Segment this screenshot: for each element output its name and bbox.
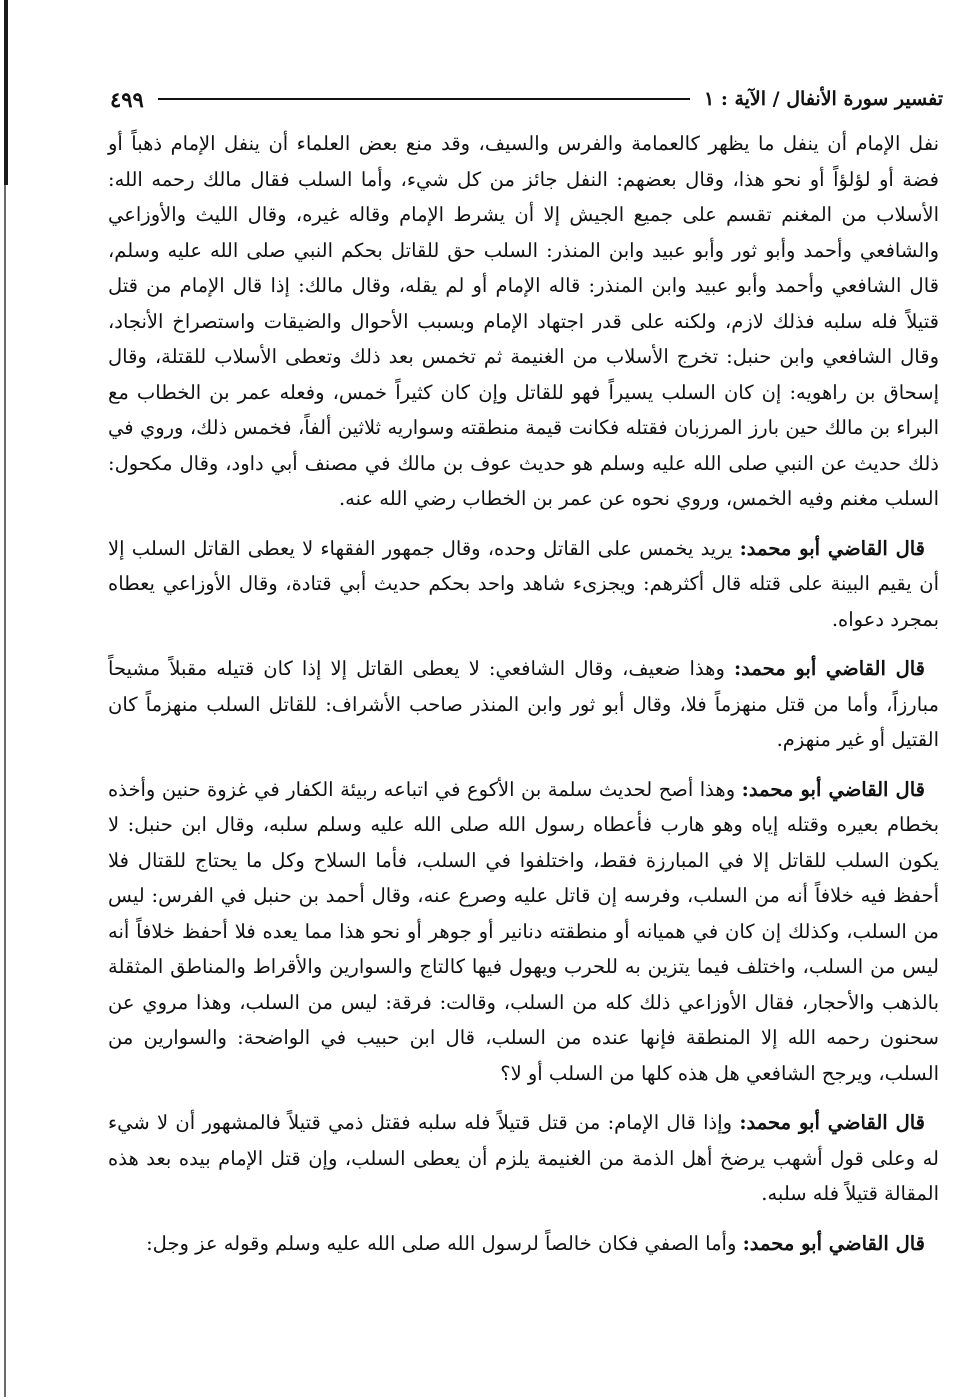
page-number: ٤٩٩: [110, 86, 144, 112]
page-binding-shadow: [4, 185, 6, 1397]
header-rule: [158, 98, 690, 100]
paragraph-4: [108, 772, 939, 1092]
paragraph-text: وهذا ضعيف، وقال الشافعي: لا يعطى القاتل إلا إذا كان قتيله مقبلاً مشيحاً مبارزاً، وأما من قتل منهزماً فلا، وقال أبو ثور وابن المنذر صاحب الأشراف: للقاتل السلب منهزماً كان القتيل أو غير منهزم.: [108, 657, 939, 751]
paragraph-text: نفل الإمام أن ينفل ما يظهر كالعمامة والفرس والسيف، وقد منع بعض العلماء أن ينفل الإمام ذهباً أو فضة أو لؤلؤاً أو نحو هذا، وقال بعضهم: النفل جائز من كل شيء، وأما السلب فقال مالك رحمه الله: الأسلاب من المغنم تقسم على جميع الجيش إلا أن يشرط الإمام وقاله غيره، وقال الليث والأوزاعي والشافعي وأحمد وأبو ثور وأبو عبيد وابن المنذر: السلب حق للقاتل بحكم النبي صلى الله عليه وسلم، قال الشافعي وأحمد وأبو عبيد وابن المنذر: قاله الإمام أو لم يقله، وقال مالك: إذا قال الإمام من قتل قتيلاً فله سلبه فذلك لازم، ولكنه على قدر اجتهاد الإمام وبسبب الأحوال والضيقات واستصراخ الأنجاد، وقال الشافعي وابن حنبل: تخرج الأسلاب من الغنيمة ثم تخمس بعد ذلك وتعطى الأسلاب للقتلة، وقال إسحاق بن راهويه: إن كان السلب يسيراً فهو للقاتل وإن كان كثيراً خمس، وفعله عمر بن الخطاب مع البراء بن مالك حين بارز المرزبان فقتله فكانت قيمة منطقته وسواريه ثلاثين ألفاً، فخمس ذلك، وروي في ذلك حديث عن النبي صلى الله عليه وسلم هو حديث عوف بن مالك في مصنف أبي داود، وقال مكحول: السلب مغنم وفيه الخمس، وروي نحوه عن عمر بن الخطاب رضي الله عنه.: [108, 132, 939, 510]
paragraph-text: يريد يخمس على القاتل وحده، وقال جمهور الفقهاء لا يعطى القاتل السلب إلا أن يقيم البينة على قتله قال أكثرهم: ويجزىء شاهد واحد بحكم حديث أبي قتادة، وقال الأوزاعي يعطاه بمجرد دعواه.: [108, 536, 939, 631]
header-title: تفسير سورة الأنفال / الآية : ١: [704, 88, 943, 110]
speaker-label: قال القاضي أبو محمد:: [733, 657, 926, 680]
paragraph-3: [108, 651, 939, 758]
page-body: [108, 126, 939, 1261]
running-header: [110, 84, 943, 114]
paragraph-6: [108, 1226, 939, 1262]
speaker-label: قال القاضي أبو محمد:: [739, 1111, 926, 1134]
speaker-label: قال القاضي أبو محمد:: [741, 777, 925, 801]
paragraph-text: وإذا قال الإمام: من قتل قتيلاً فله سلبه فقتل ذمي قتيلاً فالمشهور أن لا شيء له وعلى قول أشهب يرضخ أهل الذمة من الغنيمة يلزم أن يعطى السلب، وإن قتل الإمام بيده بعد هذه المقالة قتيلاً فله سلبه.: [108, 1111, 939, 1205]
speaker-label: قال القاضي أبو محمد:: [742, 1231, 925, 1255]
paragraph-text: وأما الصفي فكان خالصاً لرسول الله صلى الله عليه وسلم وقوله عز وجل:: [146, 1231, 743, 1255]
speaker-label: قال القاضي أبو محمد:: [739, 536, 925, 560]
page-binding-edge: [4, 0, 8, 185]
paragraph-text: وهذا أصح لحديث سلمة بن الأكوع في اتباعه ربيئة الكفار في غزوة حنين وأخذه بخطام بعيره وقتله إياه وهو هارب فأعطاه رسول الله صلى الله عليه وسلم سلبه، وقال ابن حنبل: لا يكون السلب للقاتل إلا في المبارزة فقط، واختلفوا في السلب، فأما السلاح وكل ما يحتاج للقتال فلا أحفظ فيه خلافاً أنه من السلب، وفرسه إن قاتل عليه وصرع عنه، وقال أحمد بن حنبل في الفرس: ليس من السلب، وكذلك إن كان في هميانه أو منطقته دنانير أو جوهر أو نحو هذا مما يعده فلا أحفظ خلافاً أنه ليس من السلب، واختلف فيما يتزين به للحرب ويهول فيها كالتاج والسوارين والأقراط والمناطق المثقلة بالذهب والأحجار، فقال الأوزاعي ذلك كله من السلب، وقالت: فرقة: ليس من السلب، وهذا مروي عن سحنون رحمه الله إلا المنطقة فإنها عنده من السلب، قال ابن حبيب في الواضحة: والسوارين من السلب، ويرجح الشافعي هل هذه كلها من السلب أو لا؟: [108, 777, 939, 1085]
paragraph-1: [108, 126, 939, 517]
paragraph-2: [108, 531, 939, 638]
paragraph-5: [108, 1105, 939, 1212]
